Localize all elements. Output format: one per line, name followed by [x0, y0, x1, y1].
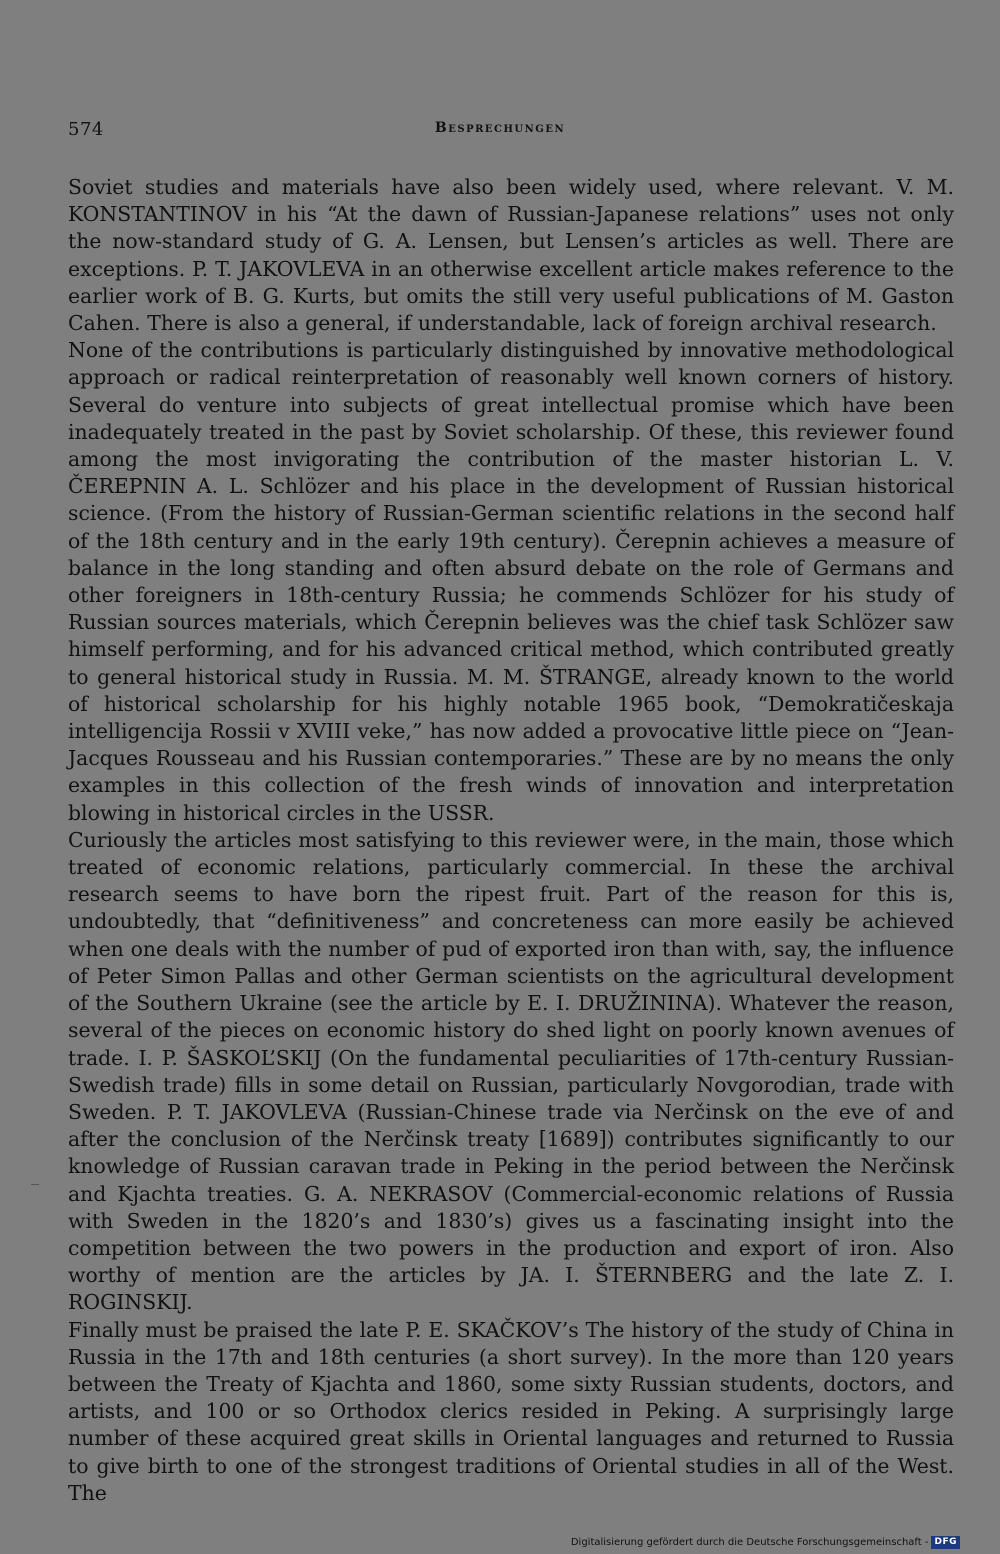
paragraph-2: None of the contributions is particularly distinguished by innovative methodological approach or radical reinterpretation of reasonably well known corners of history. Several do venture into subjects of great intellectual promise which have been inadequately treated in the past by Soviet scholarship. Of these, this reviewer found among the most invigorating the contribution of the master historian L. V. ČEREPNIN A. L. Schlözer and his place in the development of Russian historical science. (From the history of Russian-German scientific relations in the second half of the 18th century and in the early 19th century). Čerepnin achieves a measure of balance in the long standing and often absurd debate on the role of Germans and other foreigners in 18th-century Russia; he commends Schlözer for his study of Russian sources materials, which Čerepnin believes was the chief task Schlözer saw himself performing, and for his advanced critical method, which contributed greatly to general historical study in Russia. M. M. ŠTRANGE, already known to the world of historical scholarship for his highly notable 1965 book, “Demokratičeskaja intelligencija Rossii v XVIII veke,” has now added a provocative little piece on “Jean-Jacques Rousseau and his Russian contemporaries.” These are by no means the only examples in this collection of the fresh winds of innovation and interpretation blowing in historical circles in the USSR.	[68, 338, 954, 825]
running-head: Besprechungen	[434, 120, 566, 136]
margin-mark	[31, 1184, 39, 1185]
dfg-logo: DFG	[931, 1536, 960, 1549]
footer-text: Digitalisierung gefördert durch die Deutsche Forschungsgemeinschaft -	[570, 1537, 929, 1548]
digitization-footer	[571, 1536, 960, 1549]
body-text	[68, 174, 954, 1507]
page-number: 574	[68, 119, 104, 140]
paragraph-3: Curiously the articles most satisfying to this reviewer were, in the main, those which treated of economic relations, particularly commercial. In these the archival research seems to have born the ripest fruit. Part of the reason for this is, undoubtedly, that “definitiveness” and concreteness can more easily be achieved when one deals with the number of pud of exported iron than with, say, the influence of Peter Simon Pallas and other German scientists on the agricultural development of the Southern Ukraine (see the article by E. I. DRUŽININA). Whatever the reason, several of the pieces on economic history do shed light on poorly known avenues of trade. I. P. ŠASKOL’SKIJ (On the fundamental peculiarities of 17th-century Russian-Swedish trade) fills in some detail on Russian, particularly Novgorodian, trade with Sweden. P. T. JAKOVLEVA (Russian-Chinese trade via Nerčinsk on the eve of and after the conclusion of the Nerčinsk treaty [1689]) contributes significantly to our knowledge of Russian caravan trade in Peking in the period between the Nerčinsk and Kjachta treaties. G. A. NEKRASOV (Commercial-economic relations of Russia with Sweden in the 1820’s and 1830’s) gives us a fascinating insight into the competition between the two powers in the production and export of iron. Also worthy of mention are the articles by JA. I. ŠTERNBERG and the late Z. I. ROGINSKIJ.	[68, 827, 954, 1315]
paragraph-4: Finally must be praised the late P. E. SKAČKOV’s The history of the study of China in Russia in the 17th and 18th centuries (a short survey). In the more than 120 years between the Treaty of Kjachta and 1860, some sixty Russian students, doctors, and artists, and 100 or so Orthodox clerics resided in Peking. A surprisingly large number of these acquired great skills in Oriental languages and returned to Russia to give birth to one of the strongest traditions of Oriental studies in all of the West. The	[68, 1317, 954, 1505]
paragraph-1: Soviet studies and materials have also been widely used, where relevant. V. M. KONSTANTINOV in his “At the dawn of Russian-Japanese relations” uses not only the now-standard study of G. A. Lensen, but Lensen’s articles as well. There are exceptions. P. T. JAKOVLEVA in an otherwise excellent article makes reference to the earlier work of B. G. Kurts, but omits the still very useful publications of M. Gaston Cahen. There is also a general, if understandable, lack of foreign archival research.	[68, 175, 954, 336]
